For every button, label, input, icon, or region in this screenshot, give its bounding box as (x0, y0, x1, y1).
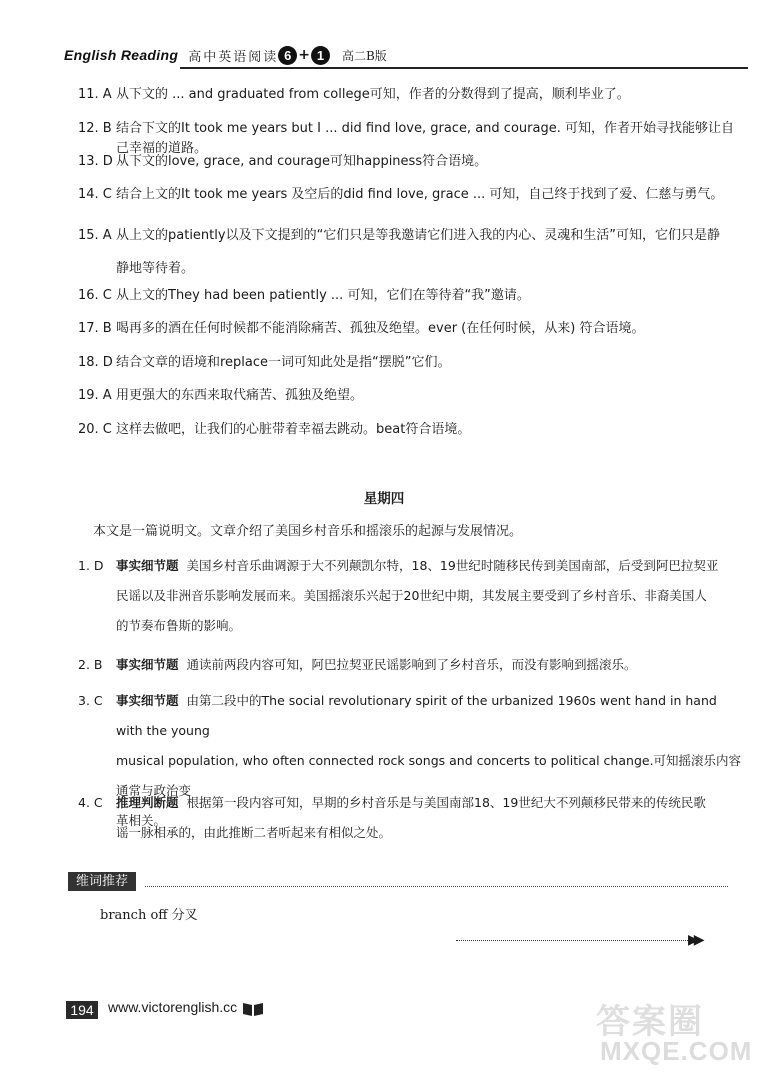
answer-item (78, 219, 742, 285)
answer-number: 20. C (78, 422, 112, 437)
double-arrow-icon: ▶▶ (688, 932, 700, 948)
answer-number: 15. A (78, 228, 112, 243)
page-number: 194 (66, 1001, 98, 1019)
answer-number: 13. D (78, 154, 113, 169)
series-title: 高中英语阅读 (188, 49, 279, 65)
badge-six: 6 (278, 46, 297, 65)
watermark-url: MXQE.COM (600, 1036, 753, 1066)
answer-number: 2. B (78, 657, 103, 672)
answer-number: 14. C (78, 187, 112, 202)
answer-number: 17. B (78, 321, 112, 336)
answer-text-continued: 静地等待着。 (116, 261, 195, 276)
answer-item (78, 353, 742, 373)
answer-line: 革相关。 (116, 813, 167, 828)
badge-plus: + (298, 47, 310, 63)
answer-item (78, 152, 742, 172)
answer-text: 用更强大的东西来取代痛苦、孤独及绝望。 (116, 388, 364, 403)
answer-text (116, 650, 742, 680)
answer-number: 3. C (78, 693, 103, 708)
answer-text: 结合上文的It took me years 及空后的did find love, grace ... 可知，自己终于找到了爱、仁慈与勇气。 (116, 187, 724, 202)
answer-line: 美国乡村音乐曲调源于大不列颠凯尔特，18、19世纪时随移民传到美国南部，后受到阿巴拉契亚 (186, 558, 719, 573)
answer-text: 这样去做吧，让我们的心脏带着幸福去跳动。beat符合语境。 (116, 422, 471, 437)
question-type: 事实细节题 (116, 693, 179, 708)
site-url: www.victorenglish.cc (108, 999, 238, 1015)
answer-item (78, 551, 742, 641)
answer-number: 16. C (78, 288, 112, 303)
answer-item (78, 185, 742, 205)
vocab-item: branch off 分叉 (100, 908, 198, 923)
dotted-divider (456, 940, 688, 941)
answer-line: musical population, who often connected rock songs and concerts to political change.可知摇滚乐内容通常与政治变 (116, 753, 742, 798)
answer-text: 结合下文的It took me years but I ... did find love, grace, and courage. 可知，作者开始寻找能够让自己幸福的道路。 (116, 121, 734, 156)
answer-item (78, 286, 742, 306)
header-rule (180, 67, 748, 69)
answer-item (78, 319, 742, 339)
answer-item (78, 85, 742, 105)
answer-line: 根据第一段内容可知，早期的乡村音乐是与美国南部18、19世纪大不列颠移民带来的传统民歌 (186, 795, 706, 810)
watermark-text: 答案圈 (596, 1002, 704, 1042)
open-book-icon (242, 1001, 264, 1017)
answer-item (78, 650, 742, 680)
answer-number: 4. C (78, 795, 103, 810)
question-type: 事实细节题 (116, 558, 179, 573)
answer-text (116, 788, 742, 818)
brand-logo: English Reading (64, 47, 179, 63)
answer-item (78, 420, 742, 440)
page-header (64, 42, 387, 68)
vocab-tag: 维词推荐 (68, 872, 136, 891)
question-type: 事实细节题 (116, 657, 179, 672)
answer-text: 从下文的 ... and graduated from college可知，作者的分数得到了提高，顺利毕业了。 (116, 87, 630, 102)
answer-number: 11. A (78, 87, 112, 102)
answer-text: 从下文的love, grace, and courage可知happiness符合语境。 (116, 154, 488, 169)
section-title: 星期四 (363, 491, 405, 507)
answer-text: 喝再多的酒在任何时候都不能消除痛苦、孤独及绝望。ever (在任何时候，从来) 符合语境。 (116, 321, 645, 336)
answer-line: 的节奏布鲁斯的影响。 (116, 618, 242, 633)
answer-number: 19. A (78, 388, 112, 403)
answer-line: 由第二段中的The social revolutionary spirit of the urbanized 1960s went hand in hand with the young (116, 693, 717, 738)
answer-text (116, 551, 742, 581)
question-type: 推理判断题 (116, 795, 179, 810)
answer-number: 18. D (78, 355, 113, 370)
answer-item (78, 788, 742, 848)
answer-line: 谣一脉相承的，由此推断二者听起来有相似之处。 (116, 825, 392, 840)
answer-line: 通读前两段内容可知，阿巴拉契亚民谣影响到了乡村音乐，而没有影响到摇滚乐。 (186, 657, 637, 672)
edition-label: 高二B版 (341, 48, 387, 63)
answer-text: 结合文章的语境和replace一词可知此处是指“摆脱”它们。 (116, 355, 451, 370)
answer-number: 12. B (78, 121, 112, 136)
badge-one: 1 (311, 46, 330, 65)
vocab-divider (145, 886, 728, 887)
answer-text: 从上文的They had been patiently ... 可知，它们在等待着“我”邀请。 (116, 288, 530, 303)
answer-item (78, 386, 742, 406)
answer-text (116, 686, 742, 746)
section-intro: 本文是一篇说明文。文章介绍了美国乡村音乐和摇滚乐的起源与发展情况。 (93, 524, 523, 539)
answer-number: 1. D (78, 558, 104, 573)
answer-line: 民谣以及非洲音乐影响发展而来。美国摇滚乐兴起于20世纪中期，其发展主要受到了乡村音乐、非裔美国人 (116, 588, 707, 603)
answer-text: 从上文的patiently以及下文提到的“它们只是等我邀请它们进入我的内心、灵魂和生活”可知，它们只是静 (116, 228, 721, 243)
